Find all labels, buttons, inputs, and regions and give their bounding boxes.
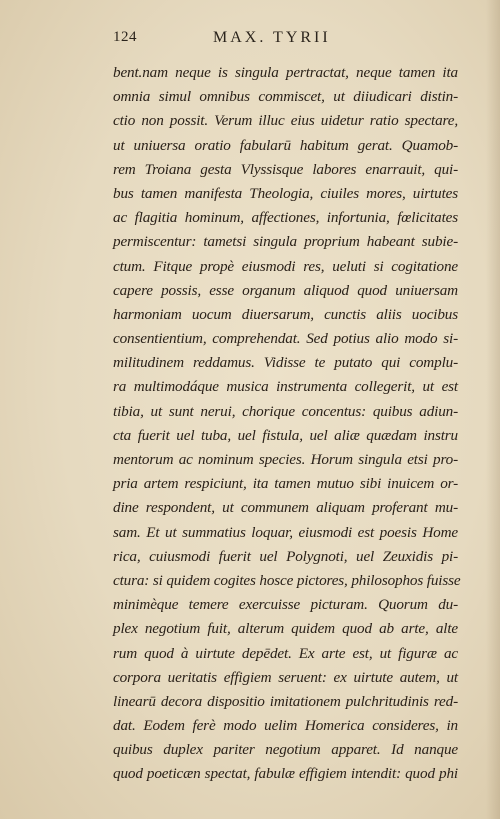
page-number: 124 (113, 29, 137, 45)
text-line: rica, cuiusmodi fuerit uel Polygnoti, uel Zeuxidis pi- (113, 547, 458, 565)
running-head: MAX. TYRII (213, 29, 331, 46)
text-line: mentorum ac nominum species. Horum singula etsi pro- (113, 451, 458, 468)
text-line: sam. Et ut summatius loquar, eiusmodi est poesis Home (113, 523, 458, 541)
text-line: tibia, ut sunt nerui, chorique concentus: quibus adiun- (113, 402, 458, 420)
text-line: ctum. Fitque propè eiusmodi res, ueluti si cogitatione (113, 257, 458, 275)
text-line: minimèque temere exercuisse picturam. Quorum du- (113, 596, 458, 614)
text-line: militudinem reddamus. Vidisse te putato qui complu- (113, 354, 458, 372)
text-line: corpora ueritatis effigiem seruent: ex uirtute autem, ut (113, 668, 458, 686)
text-line: ctura: si quidem cogites hosce pictores, philosophos fuisse (113, 571, 461, 589)
page-header (113, 29, 373, 51)
text-line: rem Troiana gesta Vlyssisque labores enarrauit, qui- (113, 160, 458, 178)
text-line: bus tamen manifesta Theologia, ciuiles mores, uirtutes (113, 184, 458, 202)
text-line: ctio non possit. Verum illuc eius uidetur ratio spectare, (113, 112, 458, 130)
text-line: permiscentur: tametsi singula proprium habeant subie- (113, 233, 458, 251)
text-line: omnia simul omnibus commiscet, ut diiudicari distin- (113, 88, 458, 106)
text-line: quibus duplex pariter negotium apparet. Id nanque (113, 741, 458, 759)
text-line: bent.nam neque is singula pertractat, neque tamen ita (113, 64, 458, 81)
text-line: harmoniam uocum diuersarum, cunctis aliis uocibus (113, 305, 458, 323)
text-line: capere possis, esse organum aliquod quod uniuersam (113, 281, 458, 299)
text-line: linearū decora dispositio imitationem pulchritudinis red- (113, 692, 458, 710)
page-edge-shadow (486, 0, 500, 819)
text-line: ra multimodáque musica instrumenta collegerit, ut est (113, 378, 458, 396)
text-line: plex negotium fuit, alterum quidem quod ab arte, alte (113, 620, 458, 638)
text-line: ac flagitia hominum, affectiones, infortunia, fœlicitates (113, 209, 458, 227)
text-line: ut uniuersa oratio fabularū habitum gerat. Quamob- (113, 136, 458, 154)
text-line: dat. Eodem ferè modo uelim Homerica consideres, in (113, 717, 458, 735)
text-line: rum quod à uirtute depēdet. Ex arte est, ut figuræ ac (113, 644, 458, 662)
body-text (113, 61, 461, 787)
text-line: cta fuerit uel tuba, uel fistula, uel aliæ quædam instru (113, 426, 458, 444)
text-line: consentientium, comprehendat. Sed potius alio modo si- (113, 330, 458, 348)
text-line: dine respondent, ut communem aliquam proferant mu- (113, 499, 458, 517)
text-line: quod poeticæn spectat, fabulæ effigiem intendit: quod phi (113, 765, 458, 783)
text-line: pria artem respiciunt, ita tamen mutuo sibi inuicem or- (113, 475, 458, 493)
